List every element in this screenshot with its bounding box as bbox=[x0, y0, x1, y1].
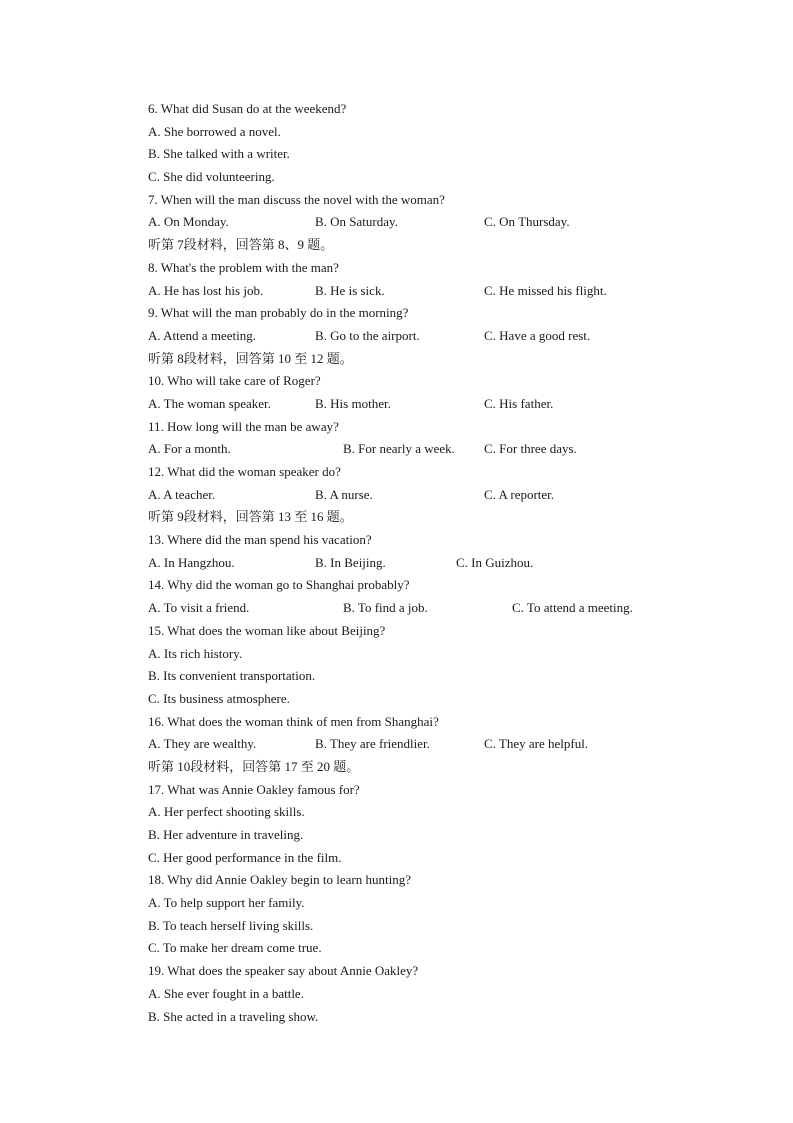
option-row bbox=[148, 597, 668, 620]
answer-option: A. On Monday. bbox=[148, 214, 229, 230]
question-text: 19. What does the speaker say about Annie Oakley? bbox=[148, 963, 419, 979]
option-row bbox=[148, 393, 668, 416]
question-text: 17. What was Annie Oakley famous for? bbox=[148, 781, 360, 797]
answer-option: A. A teacher. bbox=[148, 486, 216, 502]
answer-option: B. They are friendlier. bbox=[315, 736, 430, 752]
answer-option: A. For a month. bbox=[148, 441, 231, 457]
answer-option: A. She ever fought in a battle. bbox=[148, 985, 304, 1001]
answer-option: A. He has lost his job. bbox=[148, 282, 264, 298]
answer-option: A. She borrowed a novel. bbox=[148, 123, 281, 139]
question-text: 10. Who will take care of Roger? bbox=[148, 373, 321, 389]
answer-option: A. Its rich history. bbox=[148, 645, 243, 661]
answer-option: B. She acted in a traveling show. bbox=[148, 1008, 319, 1024]
option-row bbox=[148, 733, 668, 756]
answer-option: B. To teach herself living skills. bbox=[148, 917, 314, 933]
question-text: 15. What does the woman like about Beijing? bbox=[148, 622, 386, 638]
answer-option: B. His mother. bbox=[315, 395, 391, 411]
answer-option: B. For nearly a week. bbox=[343, 441, 455, 457]
section-instruction: 听第 9段材料，回答第 13 至 16 题。 bbox=[148, 509, 353, 525]
question-text: 18. Why did Annie Oakley begin to learn hunting? bbox=[148, 872, 411, 888]
answer-option: C. To make her dream come true. bbox=[148, 940, 322, 956]
answer-option: B. He is sick. bbox=[315, 282, 385, 298]
answer-option: C. Her good performance in the film. bbox=[148, 849, 342, 865]
answer-option: C. A reporter. bbox=[484, 486, 555, 502]
option-row bbox=[148, 325, 668, 348]
answer-option: A. To help support her family. bbox=[148, 895, 305, 911]
answer-option: B. On Saturday. bbox=[315, 214, 398, 230]
answer-option: C. In Guizhou. bbox=[456, 554, 534, 570]
answer-option: A. Her perfect shooting skills. bbox=[148, 804, 305, 820]
option-row bbox=[148, 280, 668, 303]
question-text: 6. What did Susan do at the weekend? bbox=[148, 101, 347, 116]
option-row bbox=[148, 211, 668, 234]
answer-option: B. Its convenient transportation. bbox=[148, 668, 316, 684]
question-text: 9. What will the man probably do in the morning? bbox=[148, 305, 409, 321]
question-text: 12. What did the woman speaker do? bbox=[148, 464, 341, 479]
answer-option: C. On Thursday. bbox=[484, 214, 570, 230]
answer-option: C. Have a good rest. bbox=[484, 327, 591, 343]
answer-option: A. In Hangzhou. bbox=[148, 554, 235, 570]
answer-option: C. To attend a meeting. bbox=[512, 600, 633, 616]
section-instruction: 听第 10段材料，回答第 17 至 20 题。 bbox=[148, 758, 360, 774]
answer-option: B. Her adventure in traveling. bbox=[148, 827, 304, 842]
question-text: 7. When will the man discuss the novel with the woman? bbox=[148, 191, 445, 207]
exam-document bbox=[148, 98, 668, 1028]
question-text: 14. Why did the woman go to Shanghai probably? bbox=[148, 577, 410, 593]
option-row bbox=[148, 438, 668, 461]
question-text: 8. What's the problem with the man? bbox=[148, 259, 339, 275]
answer-option: B. In Beijing. bbox=[315, 554, 386, 570]
answer-option: C. His father. bbox=[484, 395, 554, 411]
answer-option: B. To find a job. bbox=[343, 600, 428, 616]
answer-option: A. The woman speaker. bbox=[148, 395, 271, 411]
answer-option: B. Go to the airport. bbox=[315, 327, 420, 343]
answer-option: B. She talked with a writer. bbox=[148, 146, 290, 162]
answer-option: C. Its business atmosphere. bbox=[148, 690, 290, 706]
option-row bbox=[148, 552, 668, 575]
answer-option: C. He missed his flight. bbox=[484, 282, 607, 298]
answer-option: C. She did volunteering. bbox=[148, 169, 275, 185]
question-text: 11. How long will the man be away? bbox=[148, 418, 339, 434]
answer-option: C. For three days. bbox=[484, 441, 577, 457]
answer-option: A. Attend a meeting. bbox=[148, 327, 256, 343]
section-instruction: 听第 8段材料，回答第 10 至 12 题。 bbox=[148, 350, 353, 366]
section-instruction: 听第 7段材料，回答第 8、9 题。 bbox=[148, 237, 334, 253]
option-row bbox=[148, 484, 668, 507]
answer-option: C. They are helpful. bbox=[484, 736, 589, 752]
question-text: 16. What does the woman think of men from Shanghai? bbox=[148, 713, 439, 729]
answer-option: B. A nurse. bbox=[315, 486, 373, 502]
answer-option: A. They are wealthy. bbox=[148, 736, 257, 752]
answer-option: A. To visit a friend. bbox=[148, 600, 250, 616]
question-text: 13. Where did the man spend his vacation? bbox=[148, 532, 372, 548]
